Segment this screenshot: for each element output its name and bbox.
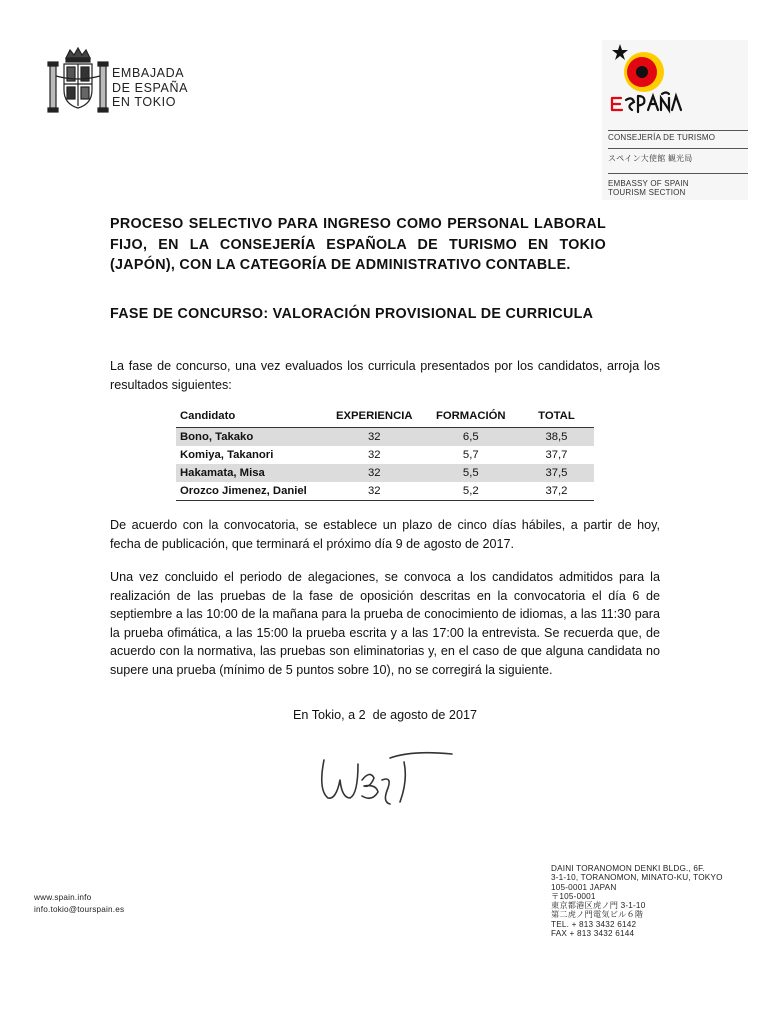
total-score: 37,5 <box>519 464 594 482</box>
address-line: DAINI TORANOMON DENKI BLDG., 6F. <box>551 864 705 873</box>
training-score: 5,2 <box>423 482 519 501</box>
footer-contact <box>34 893 124 915</box>
candidate-name: Bono, Takako <box>176 428 326 447</box>
convocation-paragraph: Una vez concluido el periodo de alegaciones, se convoca a los candidatos admitidos para la realización de las pruebas de la fase de oposición descritas en la convocatoria el día 6 de septiembre a las 10:00 de la mañana para la prueba de conocimiento de idiomas, a las 11:30 para la prueba ofimática, a las 15:00 la prueba escrita y a las 17:00 la entrevista. Se recuerda que, de acuerdo con la normativa, las pruebas son eliminatorias y, en el caso de que alguna candidata no supere una prueba (mínimo de 5 puntos sobre 10), no se corregirá la siguiente. <box>110 570 660 677</box>
document-subtitle: FASE DE CONCURSO: VALORACIÓN PROVISIONAL DE CURRICULA <box>110 306 594 322</box>
coat-of-arms-logo <box>46 44 110 118</box>
embassy-tourism-line-2: TOURISM SECTION <box>608 188 686 197</box>
column-header: EXPERIENCIA <box>326 406 423 428</box>
address-line: 105-0001 JAPAN <box>551 882 617 892</box>
total-score: 38,5 <box>519 428 594 447</box>
experience-score: 32 <box>326 428 423 447</box>
embassy-line-1: EMBAJADA <box>112 66 185 80</box>
table-row <box>176 464 594 482</box>
phone-number: TEL. + 813 3432 6142 <box>551 919 637 929</box>
total-score: 37,7 <box>545 449 568 461</box>
total-score: 37,2 <box>519 482 594 501</box>
address-line: 東京都港区虎ノ門 3-1-10 <box>551 901 646 911</box>
embassy-name <box>112 66 188 110</box>
website-link[interactable]: www.spain.info <box>34 893 92 902</box>
footer-address <box>551 864 723 938</box>
document-title: PROCESO SELECTIVO PARA INGRESO COMO PERSONAL LABORAL FIJO, EN LA CONSEJERÍA ESPAÑOLA DE TURISMO EN TOKIO (JAPÓN), CON LA CATEGORÍA DE ADMINISTRATIVO CONTABLE. <box>110 216 606 273</box>
handwritten-signature <box>312 740 462 820</box>
header-divider <box>608 148 748 149</box>
address-line: 〒105-0001 <box>551 891 596 901</box>
experience-score: 32 <box>367 449 381 461</box>
embassy-line-2: DE ESPAÑA <box>112 80 189 95</box>
candidate-name: Komiya, Takanori <box>180 449 274 461</box>
table-row <box>176 482 594 501</box>
candidate-name: Orozco Jimenez, Daniel <box>176 482 326 501</box>
spain-tourism-logo <box>608 42 684 116</box>
place-and-date: En Tokio, a 2 de agosto de 2017 <box>293 708 477 722</box>
table-header-row <box>176 406 594 428</box>
address-line: 3-1-10, TORANOMON, MINATO-KU, TOKYO <box>551 873 723 883</box>
column-header: TOTAL <box>519 406 594 428</box>
training-score: 5,7 <box>462 449 479 461</box>
table-row <box>176 446 594 464</box>
column-header: FORMACIÓN <box>423 406 519 428</box>
embassy-line-3: EN TOKIO <box>112 95 177 109</box>
consejeria-label: CONSEJERÍA DE TURISMO <box>608 133 716 142</box>
training-score: 5,5 <box>423 464 519 482</box>
header-divider <box>608 173 748 174</box>
experience-score: 32 <box>326 482 423 501</box>
japanese-label: スペイン大使館 観光局 <box>608 154 693 163</box>
embassy-tourism-line-1: EMBASSY OF SPAIN <box>608 179 689 188</box>
address-line: 第二虎ノ門電気ビル６階 <box>551 910 644 920</box>
fax-number: FAX + 813 3432 6144 <box>551 929 635 939</box>
header-divider <box>608 130 748 131</box>
results-table <box>176 406 594 501</box>
column-header: Candidato <box>176 406 326 428</box>
training-score: 6,5 <box>423 428 519 447</box>
experience-score: 32 <box>326 464 423 482</box>
table-row <box>176 428 594 447</box>
intro-paragraph: La fase de concurso, una vez evaluados los curricula presentados por los candidatos, arroja los resultados siguientes: <box>110 359 660 392</box>
deadline-paragraph: De acuerdo con la convocatoria, se establece un plazo de cinco días hábiles, a partir de hoy, fecha de publicación, que terminará el próximo día 9 de agosto de 2017. <box>110 518 660 551</box>
email-link[interactable]: info.tokio@tourspain.es <box>34 905 125 915</box>
candidate-name: Hakamata, Misa <box>176 464 326 482</box>
